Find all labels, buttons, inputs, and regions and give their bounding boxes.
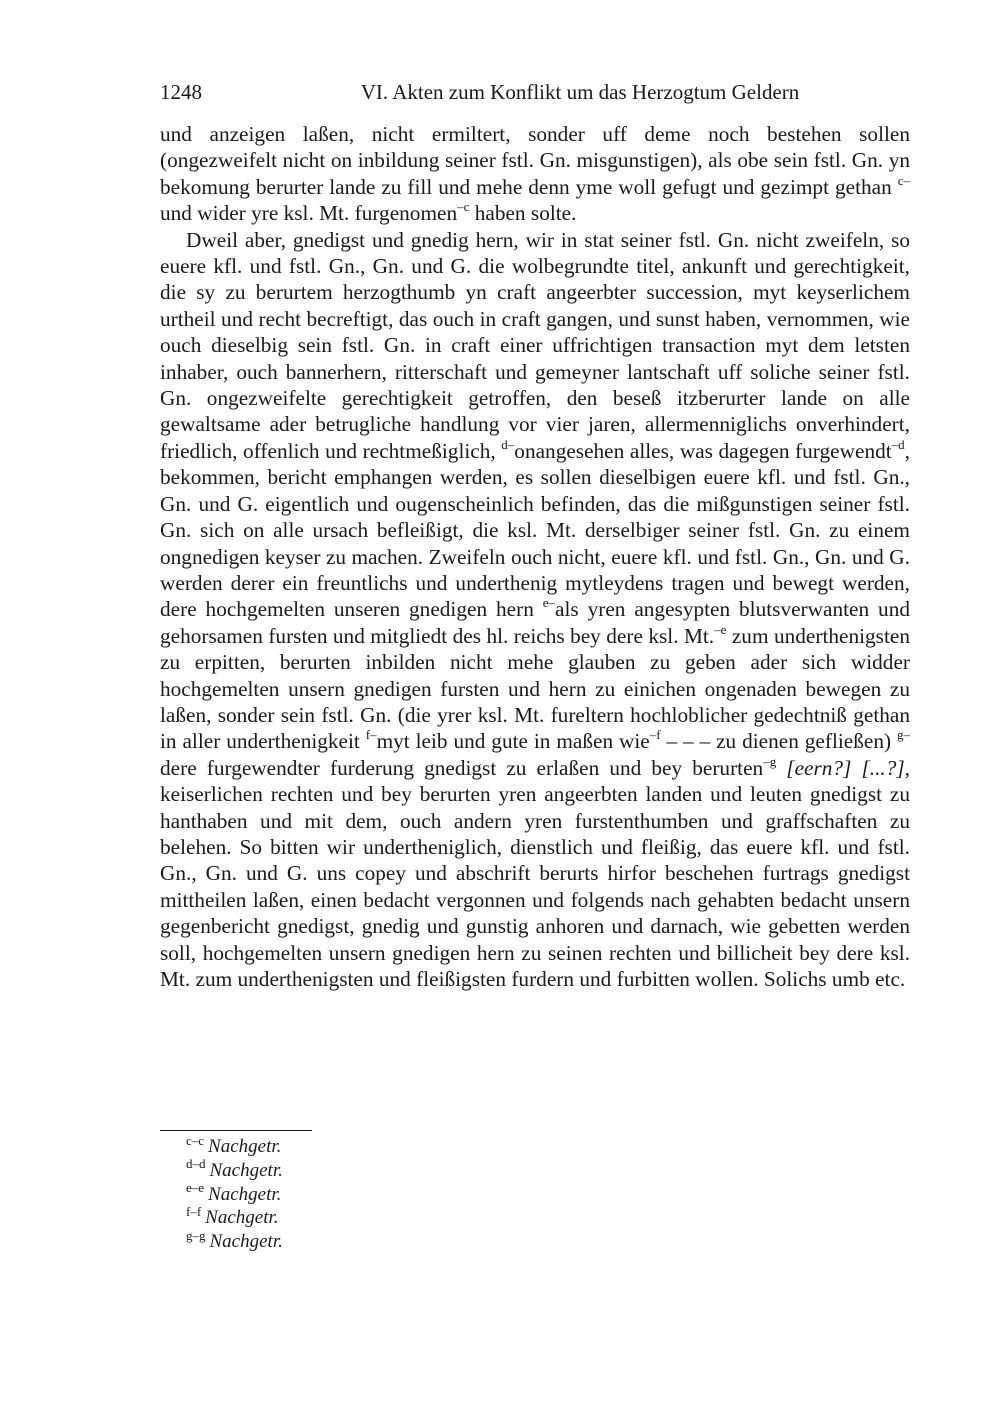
text-run: myt leib und gute in maßen wie [376, 729, 650, 754]
footnote-marker: g– [897, 727, 910, 743]
footnote-divider [160, 1130, 312, 1131]
footnote-marker: c– [897, 172, 910, 188]
footnote [186, 1132, 283, 1159]
footnote-marker: –e [714, 621, 727, 637]
footnote-mark: f–f [186, 1204, 202, 1220]
text-run: und wider yre ksl. Mt. furgenomen [160, 201, 458, 226]
running-title: VI. Akten zum Konflikt um das Herzogtum Geldern [360, 80, 800, 104]
main-text [160, 121, 910, 992]
footnote [186, 1156, 283, 1183]
text-run: dere furgewendter furderung gnedigst zu erlaßen und bey berurten [160, 755, 764, 780]
footnote-text: Nachgetr. [208, 1183, 282, 1205]
footnote-text: Nachgetr. [205, 1207, 279, 1229]
text-run: Dweil aber, gnedigst und gnedig hern, wir in stat seiner fstl. Gn. nicht zweifeln, so euere kfl. und fstl. Gn., Gn. und G. die wolbegrundte titel, ankunft und gerechtigkeit, die sy zu berurtem herzogthumb yn craft angeerbter succession, myt keyserlichem urtheil und recht becreftigt, das ouch in craft gangen, und sunst haben, vernommen, wie ouch dieselbig sein fstl. Gn. in craft einer uffrichtigen transaction myt dem letsten inhaber, ouch bannerhern, ritterschaft und gemeyner lantschaft uff soliche seiner fstl. Gn. ongezweifelte gerechtigkeit getroffen, den beseß itzberurter lande on alle gewaltsame ader betrugliche handlung vor vier jaren, allermenniglichs onverhindert, friedlich, offenlich und rechtmeßiglich, [160, 227, 910, 463]
footnote-marker: e– [542, 595, 556, 611]
text-run: zum underthenigsten zu erpitten, berurten inbilden nicht mehe glauben zu geben ader sich widder hochgemelten unsern gnedigen fursten und hern zu einichen ongenaden bewegen zu laßen, sonder sein fstl. Gn. (die yrer ksl. Mt. fureltern hochloblicher gedechtniß gethan in aller underthenigkeit [160, 623, 910, 754]
text-run: als yren angesypten blutsverwanten und gehorsamen fursten und mitgliedt des hl. reichs bey dere ksl. Mt. [160, 597, 910, 648]
paragraph-2 [160, 227, 910, 993]
text-run: , bekommen, bericht emphangen werden, es sollen dieselbigen euere kfl. und fstl. Gn., Gn. und G. eigentlich und ougenscheinlich befinden, das die mißgunstigen seiner fstl. Gn. sich on alle ursach befleißigt, die ksl. Mt. derselbiger seiner fstl. Gn. zu einem ongnedigen keyser zu machen. Zweifeln ouch nicht, euere kfl. und fstl. Gn., Gn. und G. werden derer ein freuntlichs und underthenig mytleydens tragen und bewegt werden, dere hochgemelten unseren gnedigen hern [160, 438, 910, 622]
footnotes [186, 1132, 283, 1254]
footnote-text: Nachgetr. [209, 1159, 283, 1181]
text-run: onangesehen alles, was dagegen furgewendt [514, 438, 892, 463]
paragraph-1 [160, 121, 910, 227]
editorial-note: [eern?] [...?] [786, 755, 905, 780]
footnote-mark: e–e [186, 1180, 205, 1196]
footnote-mark: g–g [186, 1227, 206, 1243]
text-run: , keiserlichen rechten und bey berurten yren angeerbten landen und leuten gnedigst zu hanthaben und mit dem, ouch andern yren furstenthumben und graffschaften zu belehen. So bitten wir undertheniglich, dienstlich und fleißig, das euere kfl. und fstl. Gn., Gn. und G. uns copey und abschrift berurts hirfor beschehen furtrags gnedigst mittheilen laßen, einen bedacht vergonnen und folgends nach gehabten bedacht unsern gegenbericht gnedigst, gnedig und gunstig anhoren und darnach, wie gebetten werden soll, hochgemelten unsern gnedigen hern zu seinen rechten und billicheit bey dere ksl. Mt. zum underthenigsten und fleißigsten furdern und furbitten wollen. Solichs umb etc. [160, 755, 910, 991]
footnote-mark: d–d [186, 1156, 206, 1172]
footnote-marker: –f [649, 727, 661, 743]
footnote-mark: c–c [186, 1132, 205, 1148]
page-header [160, 80, 910, 106]
footnote [186, 1227, 283, 1254]
text-run: haben solte. [469, 201, 577, 226]
footnote-text: Nachgetr. [208, 1136, 282, 1157]
text-run: – – – zu dienen gefließen) [660, 729, 897, 754]
footnote [186, 1206, 283, 1230]
footnote-marker: d– [501, 436, 515, 452]
footnote-text: Nachgetr. [209, 1231, 283, 1253]
footnote-marker: –c [457, 199, 470, 215]
page-number: 1248 [160, 80, 202, 104]
footnote [186, 1180, 283, 1207]
footnote-marker: –d [891, 436, 905, 452]
text-run: und anzeigen laßen, nicht ermiltert, sonder uff deme noch bestehen sollen (ongezweifelt nicht on inbildung seiner fstl. Gn. misgunstigen), als obe sein fstl. Gn. yn bekomung berurter lande zu fill und mehe denn yme woll gefugt und gezimpt gethan [160, 122, 910, 199]
footnote-marker: –g [763, 753, 777, 769]
footnote-marker: f– [365, 727, 377, 743]
